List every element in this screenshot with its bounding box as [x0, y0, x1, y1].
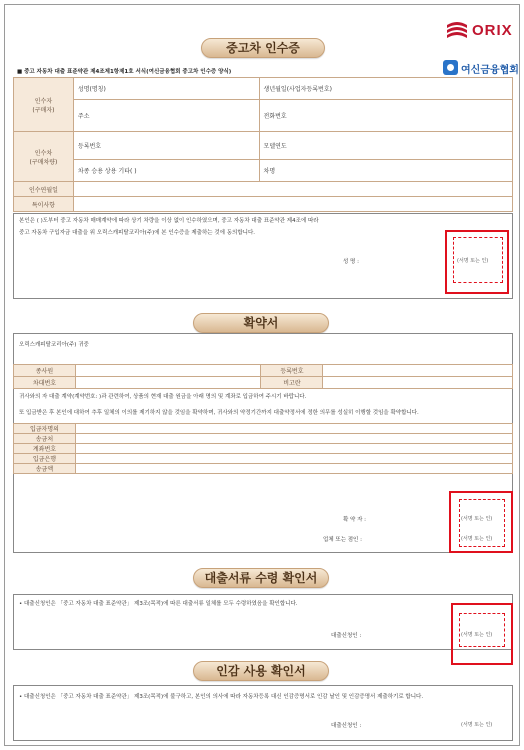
seal-title: 인감 사용 확인서: [193, 661, 329, 681]
docs-title: 대출서류 수령 확인서: [193, 568, 329, 588]
account-row-label: 송금처: [14, 434, 76, 444]
account-row-value[interactable]: [75, 464, 512, 474]
buyer-address-cell[interactable]: 주소: [73, 100, 259, 132]
special-label: 특이사항: [14, 197, 74, 212]
seal-statement: • 대출신청인은 「중고 자동차 대출 표준약관」 제3조(목적)에 불구하고, 본인의 의사에 따라 자동차등록 대신 인감증명서로 인감 날인 및 인감증명서 제출하기로 합니다.: [19, 694, 424, 700]
docs-signature-highlight: [451, 603, 513, 665]
receipt-statement-line-2: 중고 자동차 구입자금 대출을 위 오릭스캐피탈코리아(주)에 본 인수증을 제출하는 것에 동의합니다.: [19, 230, 256, 236]
receipt-statement-line-1: 본인은 ( )도부터 중고 자동차 매매계약에 따라 상기 차량을 이상 없이 인수하였으며, 중고 자동차 대출 표준약관 제4조에 따라: [19, 218, 319, 224]
docs-signer-label: 대출신청인 :: [331, 633, 362, 639]
receipt-table: [13, 77, 513, 212]
document-page: [4, 4, 520, 746]
pledge-dealer-table: [13, 364, 513, 389]
buyer-name-cell[interactable]: 성명(명칭): [73, 78, 259, 100]
vehicle-remark-cell[interactable]: [323, 377, 513, 389]
account-row-label: 계좌번호: [14, 444, 76, 454]
association-mark-icon: [443, 60, 458, 75]
account-row-value[interactable]: [75, 424, 512, 434]
account-row-label: 송금액: [14, 464, 76, 474]
dealer-name-cell[interactable]: [75, 365, 261, 377]
account-row-label: 입금은행: [14, 454, 76, 464]
vehicle-type-cell[interactable]: 차종 승용 상용 기타( ): [73, 160, 259, 182]
account-row-value[interactable]: [75, 434, 512, 444]
buyer-birth-cell[interactable]: 생년월일(사업자등록번호): [259, 78, 512, 100]
vehicle-no-cell[interactable]: [75, 377, 261, 389]
pledge-addressee: 오릭스캐피탈코리아(주) 귀중: [19, 342, 89, 348]
account-row-value[interactable]: [75, 454, 512, 464]
pledge-statement-line-1: 귀사와의 자 대출 계약(계약번호: )과 관련하여, 상품의 현재 대출 원금을 아래 명의 및 계좌로 입금하여 주시기 바랍니다.: [19, 394, 307, 400]
pledge-seal-text-1: (서명 또는 인): [461, 516, 493, 522]
receipt-date-cell[interactable]: [73, 182, 512, 197]
seal-signer-label: 대출신청인 :: [331, 723, 362, 729]
pledge-statement-line-2: 또 입금받은 후 본인에 대하여 추후 일체의 이의를 제기하지 않을 것임을 확약하며, 귀사와의 약정기간까지 대출약정서에 정한 의무를 성실히 이행할 것임을 확약합니다.: [19, 410, 419, 416]
orix-logo: [445, 17, 517, 47]
dealer-name-label: 종사원: [14, 365, 76, 377]
vehicle-regno-cell[interactable]: 등록번호: [73, 132, 259, 160]
pledge-signer-label: 확 약 자 :: [343, 517, 367, 523]
vehicle-label: 인수차 (구매차량): [14, 132, 74, 182]
orix-mark-icon: [445, 19, 469, 43]
account-row-value[interactable]: [75, 444, 512, 454]
pledge-title: 확약서: [193, 313, 329, 333]
buyer-label: 인수자 (구매자): [14, 78, 74, 132]
association-name: 여신금융협회: [461, 65, 519, 76]
docs-seal-text: (서명 또는 인): [461, 632, 493, 638]
vehicle-name-cell[interactable]: 차명: [259, 160, 512, 182]
pledge-broker-label: 업체 또는 점인 :: [323, 537, 362, 543]
buyer-phone-cell[interactable]: 전화번호: [259, 100, 512, 132]
pledge-signature-highlight: [449, 491, 513, 553]
receipt-intro: ■ 중고 자동차 대출 표준약관 제4조제1항제1호 서식(여신금융협회 중고차 인수증 양식): [17, 69, 232, 75]
special-cell[interactable]: [73, 197, 512, 212]
receipt-sign-label: 성 명 :: [343, 259, 359, 265]
receipt-title: 중고차 인수증: [201, 38, 325, 58]
receipt-seal-text: (서명 또는 인): [457, 258, 489, 264]
association-logo: [443, 59, 521, 79]
vehicle-year-cell[interactable]: 모델연도: [259, 132, 512, 160]
receipt-signature-highlight: [445, 230, 509, 294]
orix-wordmark: ORIX: [472, 22, 513, 39]
vehicle-no-label: 차대번호: [14, 377, 76, 389]
docs-statement: • 대출신청인은 「중고 자동차 대출 표준약관」 제3조(목적)에 따른 대출서류 일체를 모두 수령하였음을 확인합니다.: [19, 601, 298, 607]
pledge-seal-text-2: (서명 또는 인): [461, 536, 493, 542]
seal-seal-text[interactable]: (서명 또는 인): [461, 722, 493, 728]
receipt-date-label: 인수연월일: [14, 182, 74, 197]
account-row-label: 입금자명의: [14, 424, 76, 434]
dealer-regno-cell[interactable]: [323, 365, 513, 377]
pledge-account-table: [13, 423, 513, 474]
vehicle-remark-label: 비고란: [261, 377, 323, 389]
dealer-regno-label: 등록번호: [261, 365, 323, 377]
